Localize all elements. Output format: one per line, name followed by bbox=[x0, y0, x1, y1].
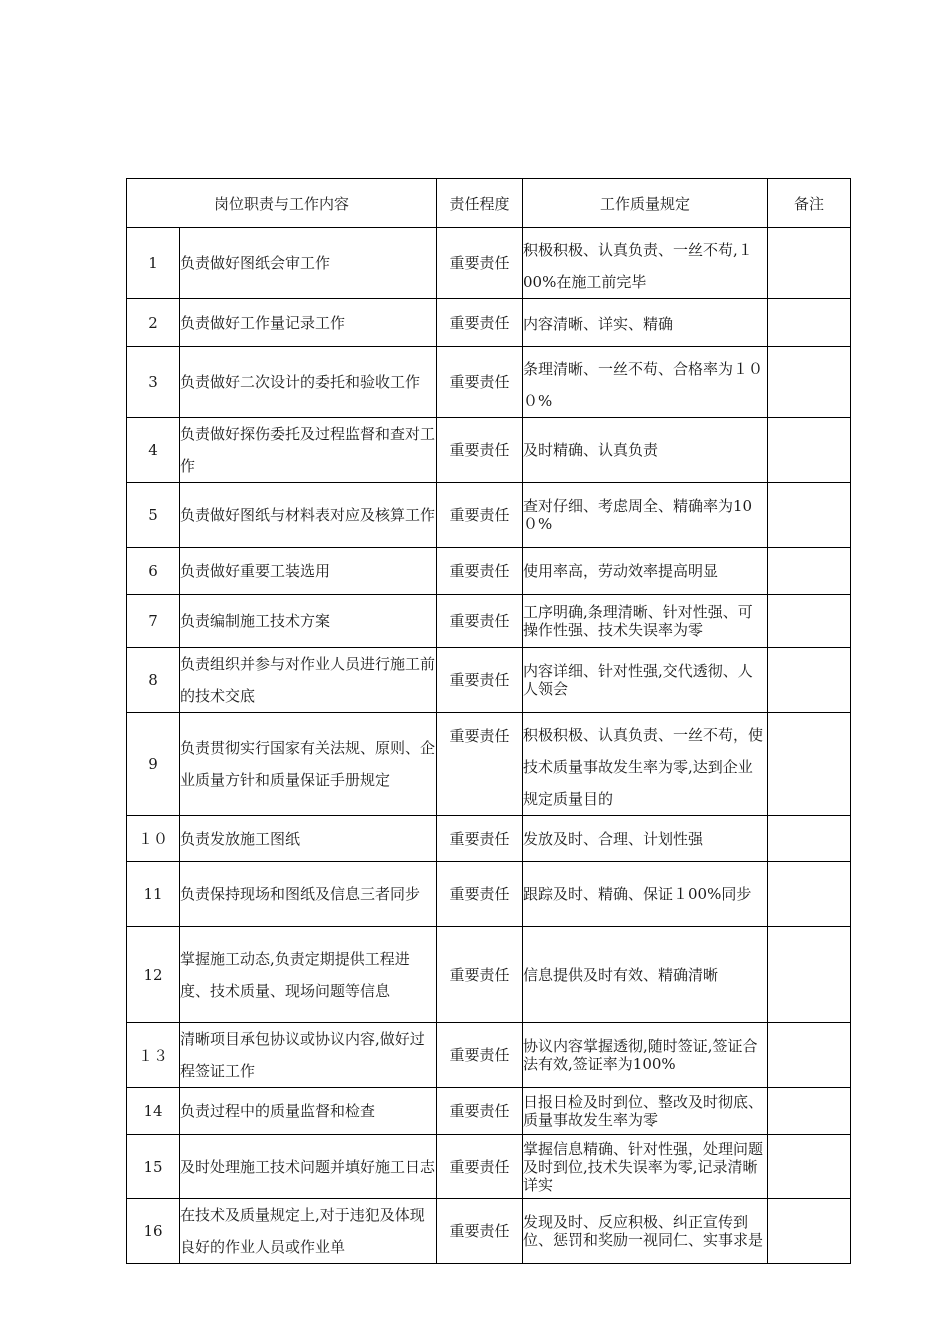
row-task: 负责做好重要工装选用 bbox=[180, 548, 437, 595]
row-task: 负责发放施工图纸 bbox=[180, 816, 437, 862]
row-number: 8 bbox=[127, 648, 180, 713]
row-number: 16 bbox=[127, 1199, 180, 1264]
row-number: １３ bbox=[127, 1023, 180, 1088]
row-task: 负责做好图纸会审工作 bbox=[180, 228, 437, 299]
row-level: 重要责任 bbox=[437, 1135, 523, 1199]
row-task: 负责保持现场和图纸及信息三者同步 bbox=[180, 862, 437, 927]
row-level: 重要责任 bbox=[437, 548, 523, 595]
row-number: 2 bbox=[127, 299, 180, 347]
row-note bbox=[768, 228, 851, 299]
row-note bbox=[768, 347, 851, 418]
row-quality: 条理清晰、一丝不苟、合格率为１００% bbox=[523, 347, 768, 418]
header-quality: 工作质量规定 bbox=[523, 179, 768, 228]
header-duty: 岗位职责与工作内容 bbox=[127, 179, 437, 228]
row-task: 负责做好工作量记录工作 bbox=[180, 299, 437, 347]
row-level: 重要责任 bbox=[437, 816, 523, 862]
table-row bbox=[127, 648, 851, 713]
row-quality: 工序明确,条理清晰、针对性强、可操作性强、技术失误率为零 bbox=[523, 595, 768, 648]
row-note bbox=[768, 595, 851, 648]
row-level: 重要责任 bbox=[437, 862, 523, 927]
row-quality: 跟踪及时、精确、保证１00%同步 bbox=[523, 862, 768, 927]
table-row bbox=[127, 1023, 851, 1088]
table-row bbox=[127, 816, 851, 862]
row-number: 6 bbox=[127, 548, 180, 595]
table-row bbox=[127, 1135, 851, 1199]
table-row bbox=[127, 862, 851, 927]
row-note bbox=[768, 816, 851, 862]
row-level: 重要责任 bbox=[437, 483, 523, 548]
row-note bbox=[768, 1199, 851, 1264]
table-row bbox=[127, 713, 851, 816]
row-number: 3 bbox=[127, 347, 180, 418]
row-task: 负责做好图纸与材料表对应及核算工作 bbox=[180, 483, 437, 548]
row-note bbox=[768, 483, 851, 548]
row-number: 5 bbox=[127, 483, 180, 548]
row-quality: 查对仔细、考虑周全、精确率为10０% bbox=[523, 483, 768, 548]
table-row bbox=[127, 228, 851, 299]
table-row bbox=[127, 299, 851, 347]
row-task: 掌握施工动态,负责定期提供工程进度、技术质量、现场问题等信息 bbox=[180, 927, 437, 1023]
row-note bbox=[768, 862, 851, 927]
table-row bbox=[127, 548, 851, 595]
row-note bbox=[768, 713, 851, 816]
row-quality: 及时精确、认真负责 bbox=[523, 418, 768, 483]
row-note bbox=[768, 418, 851, 483]
row-note bbox=[768, 648, 851, 713]
row-number: １０ bbox=[127, 816, 180, 862]
row-quality: 积极积极、认真负责、一丝不苟,１00%在施工前完毕 bbox=[523, 228, 768, 299]
row-level: 重要责任 bbox=[437, 713, 523, 816]
row-quality: 协议内容掌握透彻,随时签证,签证合法有效,签证率为100% bbox=[523, 1023, 768, 1088]
row-level: 重要责任 bbox=[437, 927, 523, 1023]
row-quality: 信息提供及时有效、精确清晰 bbox=[523, 927, 768, 1023]
row-note bbox=[768, 927, 851, 1023]
row-task: 负责编制施工技术方案 bbox=[180, 595, 437, 648]
row-level: 重要责任 bbox=[437, 1199, 523, 1264]
row-note bbox=[768, 1135, 851, 1199]
row-level: 重要责任 bbox=[437, 595, 523, 648]
row-number: 1 bbox=[127, 228, 180, 299]
row-number: 15 bbox=[127, 1135, 180, 1199]
row-task: 负责组织并参与对作业人员进行施工前的技术交底 bbox=[180, 648, 437, 713]
table-row bbox=[127, 595, 851, 648]
row-level: 重要责任 bbox=[437, 228, 523, 299]
table-row bbox=[127, 347, 851, 418]
row-level: 重要责任 bbox=[437, 299, 523, 347]
row-number: 4 bbox=[127, 418, 180, 483]
row-level: 重要责任 bbox=[437, 1023, 523, 1088]
row-level: 重要责任 bbox=[437, 648, 523, 713]
row-note bbox=[768, 1023, 851, 1088]
row-task: 负责过程中的质量监督和检查 bbox=[180, 1088, 437, 1135]
row-quality: 使用率高，劳动效率提高明显 bbox=[523, 548, 768, 595]
row-note bbox=[768, 299, 851, 347]
row-note bbox=[768, 1088, 851, 1135]
table-row bbox=[127, 418, 851, 483]
row-level: 重要责任 bbox=[437, 347, 523, 418]
row-level: 重要责任 bbox=[437, 1088, 523, 1135]
row-quality: 发放及时、合理、计划性强 bbox=[523, 816, 768, 862]
row-number: 12 bbox=[127, 927, 180, 1023]
row-quality: 日报日检及时到位、整改及时彻底、质量事故发生率为零 bbox=[523, 1088, 768, 1135]
table-row bbox=[127, 927, 851, 1023]
table-row bbox=[127, 1088, 851, 1135]
row-quality: 内容详细、针对性强,交代透彻、人人领会 bbox=[523, 648, 768, 713]
row-quality: 积极积极、认真负责、一丝不苟，使技术质量事故发生率为零,达到企业规定质量目的 bbox=[523, 713, 768, 816]
header-level: 责任程度 bbox=[437, 179, 523, 228]
row-number: 14 bbox=[127, 1088, 180, 1135]
row-task: 负责贯彻实行国家有关法规、原则、企业质量方针和质量保证手册规定 bbox=[180, 713, 437, 816]
duty-table bbox=[126, 178, 851, 1264]
row-number: 9 bbox=[127, 713, 180, 816]
row-task: 清晰项目承包协议或协议内容,做好过程签证工作 bbox=[180, 1023, 437, 1088]
row-task: 负责做好探伤委托及过程监督和查对工作 bbox=[180, 418, 437, 483]
table-row bbox=[127, 483, 851, 548]
row-task: 在技术及质量规定上,对于违犯及体现良好的作业人员或作业单 bbox=[180, 1199, 437, 1264]
row-note bbox=[768, 548, 851, 595]
row-task: 负责做好二次设计的委托和验收工作 bbox=[180, 347, 437, 418]
row-number: 11 bbox=[127, 862, 180, 927]
row-number: 7 bbox=[127, 595, 180, 648]
row-task: 及时处理施工技术问题并填好施工日志 bbox=[180, 1135, 437, 1199]
table-row bbox=[127, 1199, 851, 1264]
header-row bbox=[127, 179, 851, 228]
row-quality: 掌握信息精确、针对性强，处理问题及时到位,技术失误率为零,记录清晰详实 bbox=[523, 1135, 768, 1199]
row-quality: 发现及时、反应积极、纠正宣传到位、惩罚和奖励一视同仁、实事求是 bbox=[523, 1199, 768, 1264]
header-note: 备注 bbox=[768, 179, 851, 228]
row-quality: 内容清晰、详实、精确 bbox=[523, 299, 768, 347]
row-level: 重要责任 bbox=[437, 418, 523, 483]
